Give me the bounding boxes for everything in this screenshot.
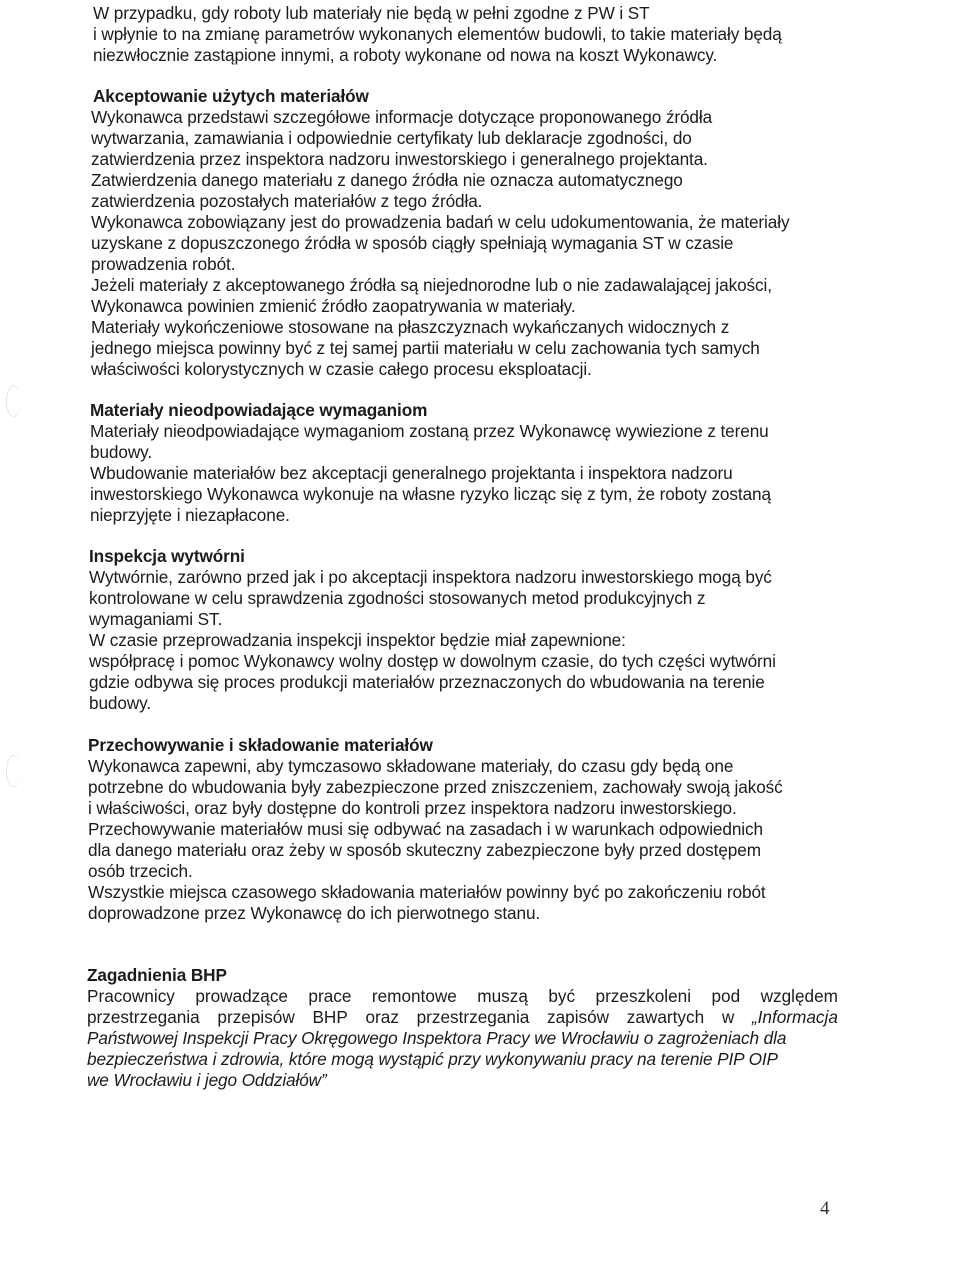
- paragraph-line: Wykonawca zapewni, aby tymczasowo składowane materiały, do czasu gdy będą one: [88, 756, 734, 776]
- word: pod: [711, 986, 741, 1006]
- paragraph-line: współpracę i pomoc Wykonawcy wolny dostęp w dowolnym czasie, do tych części wytwórni: [89, 651, 776, 671]
- paragraph-line: Wytwórnie, zarówno przed jak i po akceptacji inspektora nadzoru inwestorskiego mogą być: [89, 567, 772, 587]
- paragraph-line: Materiały nieodpowiadające wymaganiom zostaną przez Wykonawcę wywiezione z terenu: [90, 421, 769, 441]
- paragraph-line: inwestorskiego Wykonawca wykonuje na własne ryzyko licząc się z tym, że roboty zostaną: [90, 484, 771, 504]
- word: BHP: [312, 1007, 348, 1027]
- paragraph-line: gdzie odbywa się proces produkcji materiałów przeznaczonych do wbudowania na terenie: [89, 672, 765, 692]
- paragraph-line: dla danego materiału oraz żeby w sposób skuteczny zabezpieczone były przed dostępem: [88, 840, 761, 860]
- word: zawartych: [626, 1007, 705, 1027]
- paragraph-line: W czasie przeprowadzania inspekcji inspektor będzie miał zapewnione:: [89, 630, 626, 650]
- word: Pracownicy: [87, 986, 175, 1006]
- scan-artifact: [6, 385, 21, 417]
- paragraph-line: prowadzenia robót.: [91, 254, 236, 274]
- paragraph-line: Materiały wykończeniowe stosowane na płaszczyznach wykańczanych widocznych z: [91, 317, 730, 337]
- paragraph-line: zatwierdzenia pozostałych materiałów z tego źródła.: [91, 191, 483, 211]
- word: prace: [308, 986, 352, 1006]
- paragraph-line: Wykonawca zobowiązany jest do prowadzenia badań w celu udokumentowania, że materiały: [91, 212, 790, 232]
- intro-line: W przypadku, gdy roboty lub materiały nie będą w pełni zgodne z PW i ST: [93, 3, 650, 23]
- bhp-italic-line: bezpieczeństwa i zdrowia, które mogą wystąpić przy wykonywaniu pracy na terenie PIP OIP: [87, 1049, 778, 1069]
- section-heading: Akceptowanie użytych materiałów: [93, 86, 369, 106]
- paragraph-line: nieprzyjęte i niezapłacone.: [90, 505, 290, 525]
- paragraph-line: wymaganiami ST.: [89, 609, 223, 629]
- intro-line: niezwłocznie zastąpione innymi, a roboty wykonane od nowa na koszt Wykonawcy.: [93, 45, 718, 65]
- paragraph-line: osób trzecich.: [88, 861, 193, 881]
- paragraph-line: Wbudowanie materiałów bez akceptacji generalnego projektanta i inspektora nadzoru: [90, 463, 733, 483]
- paragraph-line: Wszystkie miejsca czasowego składowania materiałów powinny być po zakończeniu robót: [88, 882, 766, 902]
- section-heading: Materiały nieodpowiadające wymaganiom: [90, 400, 428, 420]
- word: przepisów: [217, 1007, 295, 1027]
- scan-artifact: [6, 755, 21, 787]
- word: w: [721, 1007, 735, 1027]
- paragraph-line: i właściwości, oraz były dostępne do kontroli przez inspektora nadzoru inwestorskiego.: [88, 798, 737, 818]
- word: przestrzegania: [87, 1007, 200, 1027]
- section-heading: Przechowywanie i składowanie materiałów: [88, 735, 433, 755]
- paragraph-line: Wykonawca powinien zmienić źródło zaopatrywania w materiały.: [91, 296, 576, 316]
- paragraph-line: właściwości kolorystycznych w czasie całego procesu eksploatacji.: [91, 359, 592, 379]
- bhp-line-1: [87, 986, 838, 1007]
- paragraph-line: kontrolowane w celu sprawdzenia zgodności stosowanych metod produkcyjnych z: [89, 588, 706, 608]
- word: oraz: [365, 1007, 399, 1027]
- page-number: 4: [820, 1198, 830, 1219]
- bhp-italic-line: we Wrocławiu i jego Oddziałów”: [87, 1070, 327, 1090]
- word: prowadzące: [195, 986, 288, 1006]
- paragraph-line: doprowadzone przez Wykonawcę do ich pierwotnego stanu.: [88, 903, 541, 923]
- paragraph-line: wytwarzania, zamawiania i odpowiednie certyfikaty lub deklaracje zgodności, do: [91, 128, 692, 148]
- word: względem: [760, 986, 838, 1006]
- paragraph-line: zatwierdzenia przez inspektora nadzoru inwestorskiego i generalnego projektanta.: [91, 149, 708, 169]
- section-heading: Zagadnienia BHP: [87, 965, 227, 985]
- bhp-line-2: [87, 1007, 838, 1028]
- paragraph-line: budowy.: [89, 693, 152, 713]
- word: przeszkoleni: [595, 986, 692, 1006]
- paragraph-line: budowy.: [90, 442, 153, 462]
- section-heading: Inspekcja wytwórni: [89, 546, 245, 566]
- word-italic: „Informacja: [751, 1007, 838, 1027]
- paragraph-line: potrzebne do wbudowania były zabezpieczone przed zniszczeniem, zachowały swoją jakość: [88, 777, 783, 797]
- word: przestrzegania: [416, 1007, 530, 1027]
- word: być: [548, 986, 576, 1006]
- paragraph-line: Zatwierdzenia danego materiału z danego źródła nie oznacza automatycznego: [91, 170, 683, 190]
- word: muszą: [477, 986, 528, 1006]
- paragraph-line: Wykonawca przedstawi szczegółowe informacje dotyczące proponowanego źródła: [91, 107, 713, 127]
- paragraph-line: jednego miejsca powinny być z tej samej partii materiału w celu zachowania tych samych: [91, 338, 760, 358]
- word: zapisów: [547, 1007, 610, 1027]
- bhp-italic-line: Państwowej Inspekcji Pracy Okręgowego Inspektora Pracy we Wrocławiu o zagrożeniach dla: [87, 1028, 787, 1048]
- paragraph-line: Przechowywanie materiałów musi się odbywać na zasadach i w warunkach odpowiednich: [88, 819, 763, 839]
- paragraph-line: Jeżeli materiały z akceptowanego źródła są niejednorodne lub o nie zadawalającej jakości,: [91, 275, 772, 295]
- word: remontowe: [371, 986, 457, 1006]
- paragraph-line: uzyskane z dopuszczonego źródła w sposób ciągły spełniają wymagania ST w czasie: [91, 233, 734, 253]
- intro-line: i wpłynie to na zmianę parametrów wykonanych elementów budowli, to takie materiały będą: [93, 24, 782, 44]
